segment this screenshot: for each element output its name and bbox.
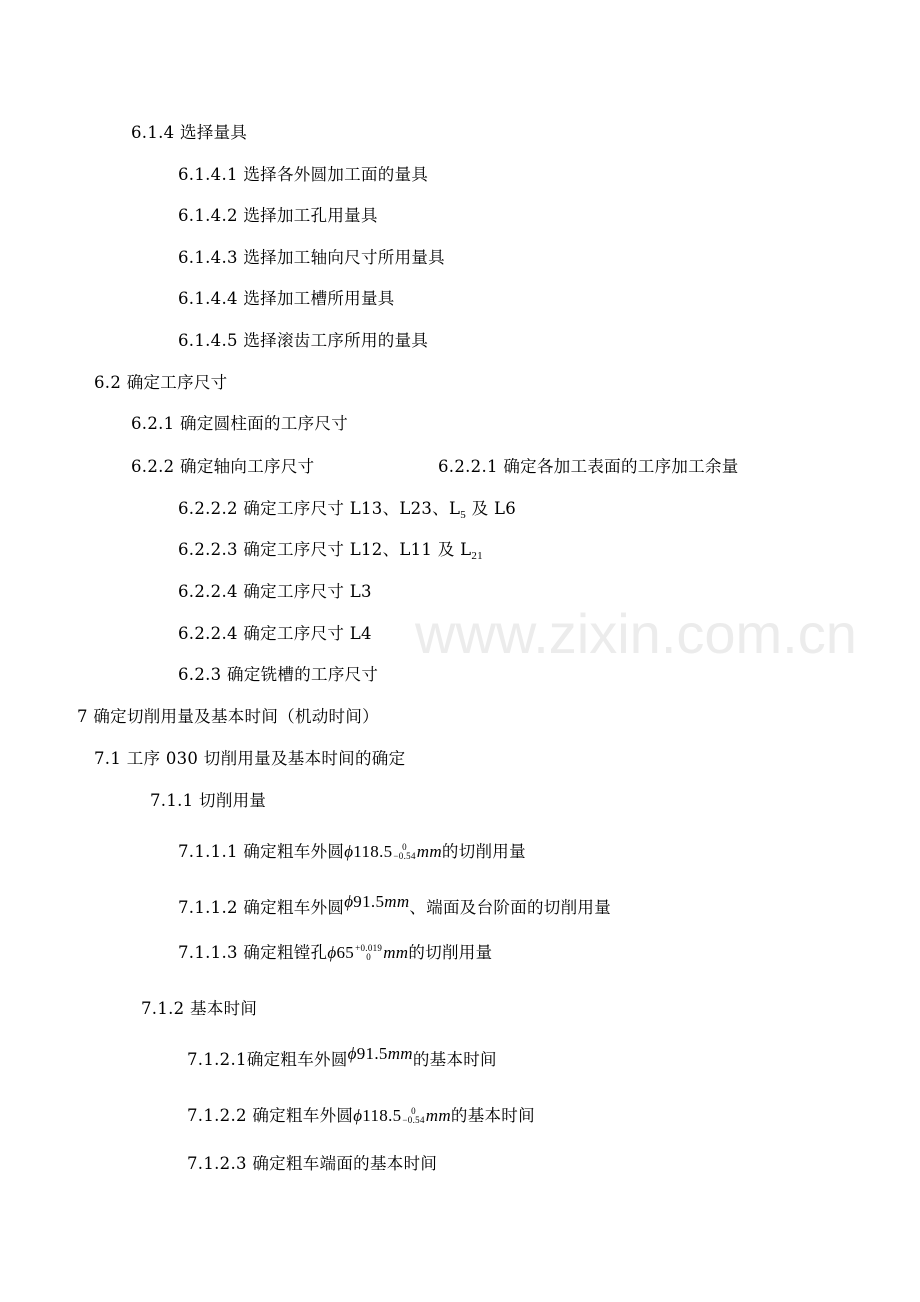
unit: mm <box>416 842 442 861</box>
section-title: 确定铣槽的工序尺寸 <box>227 665 379 684</box>
heading-7-1 <box>94 748 405 770</box>
heading-6-2-1 <box>131 413 348 435</box>
tolerance-upper: 0 <box>402 841 407 852</box>
heading-6-1-4 <box>131 122 247 144</box>
section-number: 7.1.1.2 <box>178 898 238 917</box>
section-number: 6.1.4.1 <box>178 165 238 184</box>
section-title: 确定工序尺寸 L13、L23、L <box>243 499 461 518</box>
section-title: 选择滚齿工序所用的量具 <box>243 331 429 350</box>
heading-7-1-2-2 <box>187 1105 535 1127</box>
heading-7-1-2-3 <box>187 1153 437 1175</box>
section-number: 7 <box>77 707 88 726</box>
heading-6-2-2 <box>131 456 314 478</box>
section-title: 确定粗车外圆 <box>252 1106 354 1125</box>
section-title-tail: 的切削用量 <box>441 842 526 861</box>
section-number: 7.1.1.3 <box>178 943 238 962</box>
section-number: 6.2.1 <box>131 414 175 433</box>
section-title: 选择加工孔用量具 <box>243 206 378 225</box>
section-title: 确定粗镗孔 <box>243 943 328 962</box>
heading-6-1-4-5 <box>178 330 428 352</box>
section-title: 选择加工轴向尺寸所用量具 <box>243 248 445 267</box>
phi-symbol: ϕ <box>327 943 337 962</box>
tolerance-upper: +0.019 <box>355 942 383 953</box>
section-number: 6.1.4.3 <box>178 248 238 267</box>
phi-symbol: ϕ <box>344 842 354 861</box>
heading-6-2-2-4-b <box>178 623 372 645</box>
phi-symbol: ϕ <box>344 892 354 911</box>
heading-6-2 <box>94 372 228 394</box>
tolerance-upper: 0 <box>411 1105 416 1116</box>
section-title-tail: 及 L6 <box>466 499 517 518</box>
section-number: 6.1.4 <box>131 123 175 142</box>
section-number: 6.2.2.1 <box>438 457 498 476</box>
section-title: 确定粗车外圆 <box>246 1050 348 1069</box>
phi-symbol: ϕ <box>347 1044 357 1063</box>
tolerance-lower: −0.54 <box>393 850 416 861</box>
heading-7 <box>77 706 379 728</box>
heading-6-2-2-3 <box>178 539 483 567</box>
section-title: 确定圆柱面的工序尺寸 <box>180 414 349 433</box>
heading-6-1-4-1 <box>178 164 428 186</box>
section-title: 确定粗车端面的基本时间 <box>252 1154 438 1173</box>
section-number: 6.2.2.4 <box>178 582 238 601</box>
dimension-value: 118.5 <box>353 842 393 861</box>
dimension-value: 91.5 <box>353 892 385 911</box>
heading-7-1-1-2 <box>178 892 612 919</box>
section-number: 6.2 <box>94 373 122 392</box>
section-number: 6.2.2.2 <box>178 499 238 518</box>
section-number: 6.2.2 <box>131 457 175 476</box>
subscript: 5 <box>460 509 467 521</box>
section-number: 6.2.3 <box>178 665 222 684</box>
section-title: 确定粗车外圆 <box>243 842 345 861</box>
section-number: 7.1.2 <box>141 999 185 1018</box>
section-number: 7.1 <box>94 749 122 768</box>
heading-6-2-3 <box>178 664 378 686</box>
unit: mm <box>425 1106 451 1125</box>
tolerance-lower: −0.54 <box>402 1114 425 1125</box>
heading-6-2-2-1 <box>438 456 739 478</box>
dimension-value: 118.5 <box>362 1106 402 1125</box>
heading-7-1-1-1 <box>178 841 526 863</box>
section-title: 基本时间 <box>190 999 258 1018</box>
section-title: 确定工序尺寸 L4 <box>243 624 372 643</box>
section-title-tail: 、端面及台阶面的切削用量 <box>409 898 612 917</box>
heading-7-1-2 <box>141 998 257 1020</box>
tolerance-lower: 0 <box>366 951 372 962</box>
section-title-tail: 的基本时间 <box>412 1050 497 1069</box>
section-title: 切削用量 <box>199 791 267 810</box>
section-title: 选择量具 <box>180 123 248 142</box>
heading-6-1-4-3 <box>178 247 445 269</box>
section-title: 工序 030 切削用量及基本时间的确定 <box>126 749 406 768</box>
tolerance <box>393 843 415 861</box>
section-number: 7.1.2.3 <box>187 1154 247 1173</box>
section-title: 确定工序尺寸 L3 <box>243 582 372 601</box>
unit: mm <box>387 1044 413 1063</box>
heading-6-1-4-2 <box>178 205 378 227</box>
phi-symbol: ϕ <box>353 1106 363 1125</box>
section-title: 确定各加工表面的工序加工余量 <box>503 457 739 476</box>
tolerance <box>355 944 382 962</box>
section-number: 7.1.2.2 <box>187 1106 247 1125</box>
section-number: 6.1.4.4 <box>178 289 238 308</box>
heading-7-1-2-1 <box>187 1044 497 1071</box>
subscript: 21 <box>471 550 483 562</box>
dimension-value: 91.5 <box>356 1044 388 1063</box>
section-number: 6.2.2.4 <box>178 624 238 643</box>
section-title: 确定切削用量及基本时间（机动时间） <box>93 707 379 726</box>
section-title: 确定轴向工序尺寸 <box>180 457 315 476</box>
section-number: 6.1.4.2 <box>178 206 238 225</box>
section-number: 7.1.1 <box>150 791 194 810</box>
unit: mm <box>384 892 410 911</box>
section-number: 7.1.1.1 <box>178 842 238 861</box>
section-title: 确定工序尺寸 <box>126 373 228 392</box>
dimension-value: 65 <box>336 943 355 962</box>
section-title: 确定粗车外圆 <box>243 898 345 917</box>
watermark: www.zixin.com.cn <box>415 602 857 665</box>
section-title: 确定工序尺寸 L12、L11 及 L <box>243 540 472 559</box>
section-number: 7.1.2.1 <box>187 1050 247 1069</box>
heading-6-1-4-4 <box>178 288 395 310</box>
heading-6-2-2-4-a <box>178 581 372 603</box>
tolerance <box>402 1107 424 1125</box>
heading-6-2-2-2 <box>178 498 516 526</box>
unit: mm <box>383 943 409 962</box>
section-title-tail: 的切削用量 <box>408 943 493 962</box>
heading-7-1-1 <box>150 790 266 812</box>
section-title-tail: 的基本时间 <box>450 1106 535 1125</box>
section-title: 选择各外圆加工面的量具 <box>243 165 429 184</box>
section-number: 6.2.2.3 <box>178 540 238 559</box>
section-number: 6.1.4.5 <box>178 331 238 350</box>
heading-7-1-1-3 <box>178 942 492 964</box>
section-title: 选择加工槽所用量具 <box>243 289 395 308</box>
